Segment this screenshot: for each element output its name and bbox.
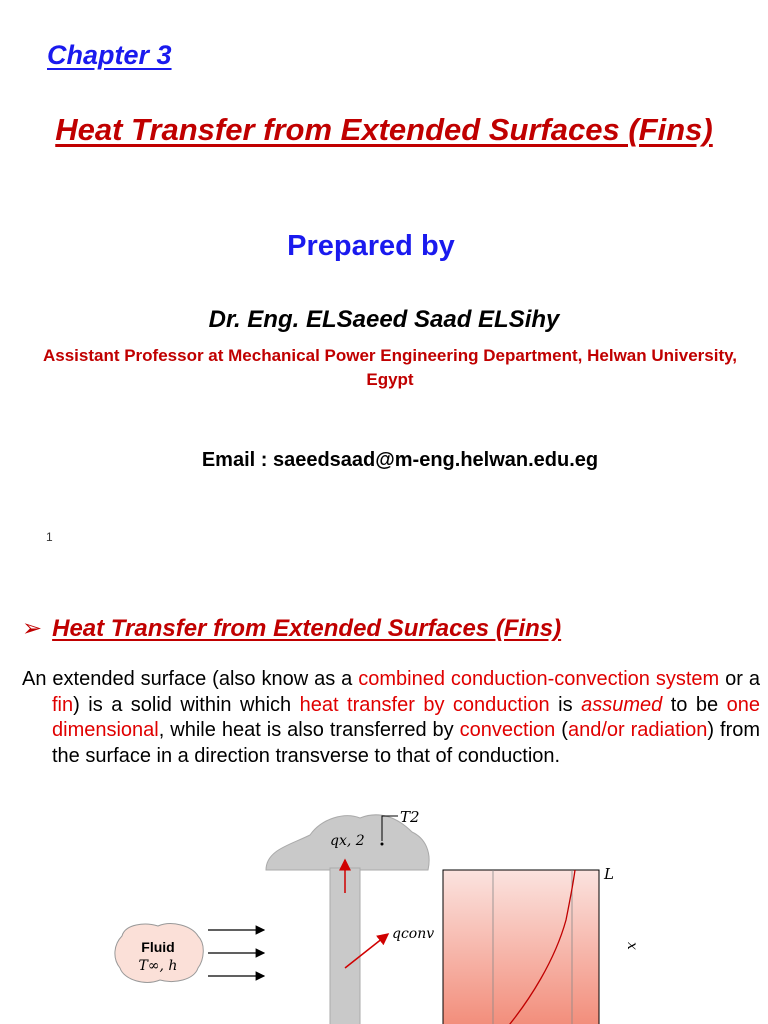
t2-label: T2 xyxy=(400,808,420,826)
section-title: Heat Transfer from Extended Surfaces (Fins) xyxy=(52,615,562,642)
author-email: Email : saeedsaad@m-eng.helwan.edu.eg xyxy=(201,449,599,471)
fluid-props: T∞, h xyxy=(138,958,178,974)
q-x2-label: qx, 2 xyxy=(330,833,365,849)
chapter-heading: Chapter 3 xyxy=(47,40,172,70)
section-heading xyxy=(22,614,561,643)
page-title: Heat Transfer from Extended Surfaces (Fins) xyxy=(55,112,713,147)
author-name: Dr. Eng. ELSaeed Saad ELSihy xyxy=(208,306,560,333)
q-conv-label: qconv xyxy=(392,926,435,942)
fin-diagram xyxy=(0,800,768,1024)
t2-point xyxy=(381,843,384,846)
bullet-arrow-icon: ➢ xyxy=(22,615,43,642)
length-label: L xyxy=(604,865,614,883)
fluid-label: Fluid xyxy=(141,939,175,955)
profile-box xyxy=(443,870,599,1024)
author-affiliation: Assistant Professor at Mechanical Power Engineering Department, Helwan University, Egypt xyxy=(42,346,738,389)
x-axis-label: x xyxy=(624,942,640,950)
prepared-by-label: Prepared by xyxy=(287,230,455,262)
fin-definition-paragraph: An extended surface (also know as a combined conduction-convection system or a fin) is a solid within which heat transfer by conduction is assumed to be one dimensional, while heat is also transferred by convection (and/or radiation) from the surface in a direction transverse to that of conduction. xyxy=(22,668,761,767)
page-number: 1 xyxy=(46,530,53,544)
